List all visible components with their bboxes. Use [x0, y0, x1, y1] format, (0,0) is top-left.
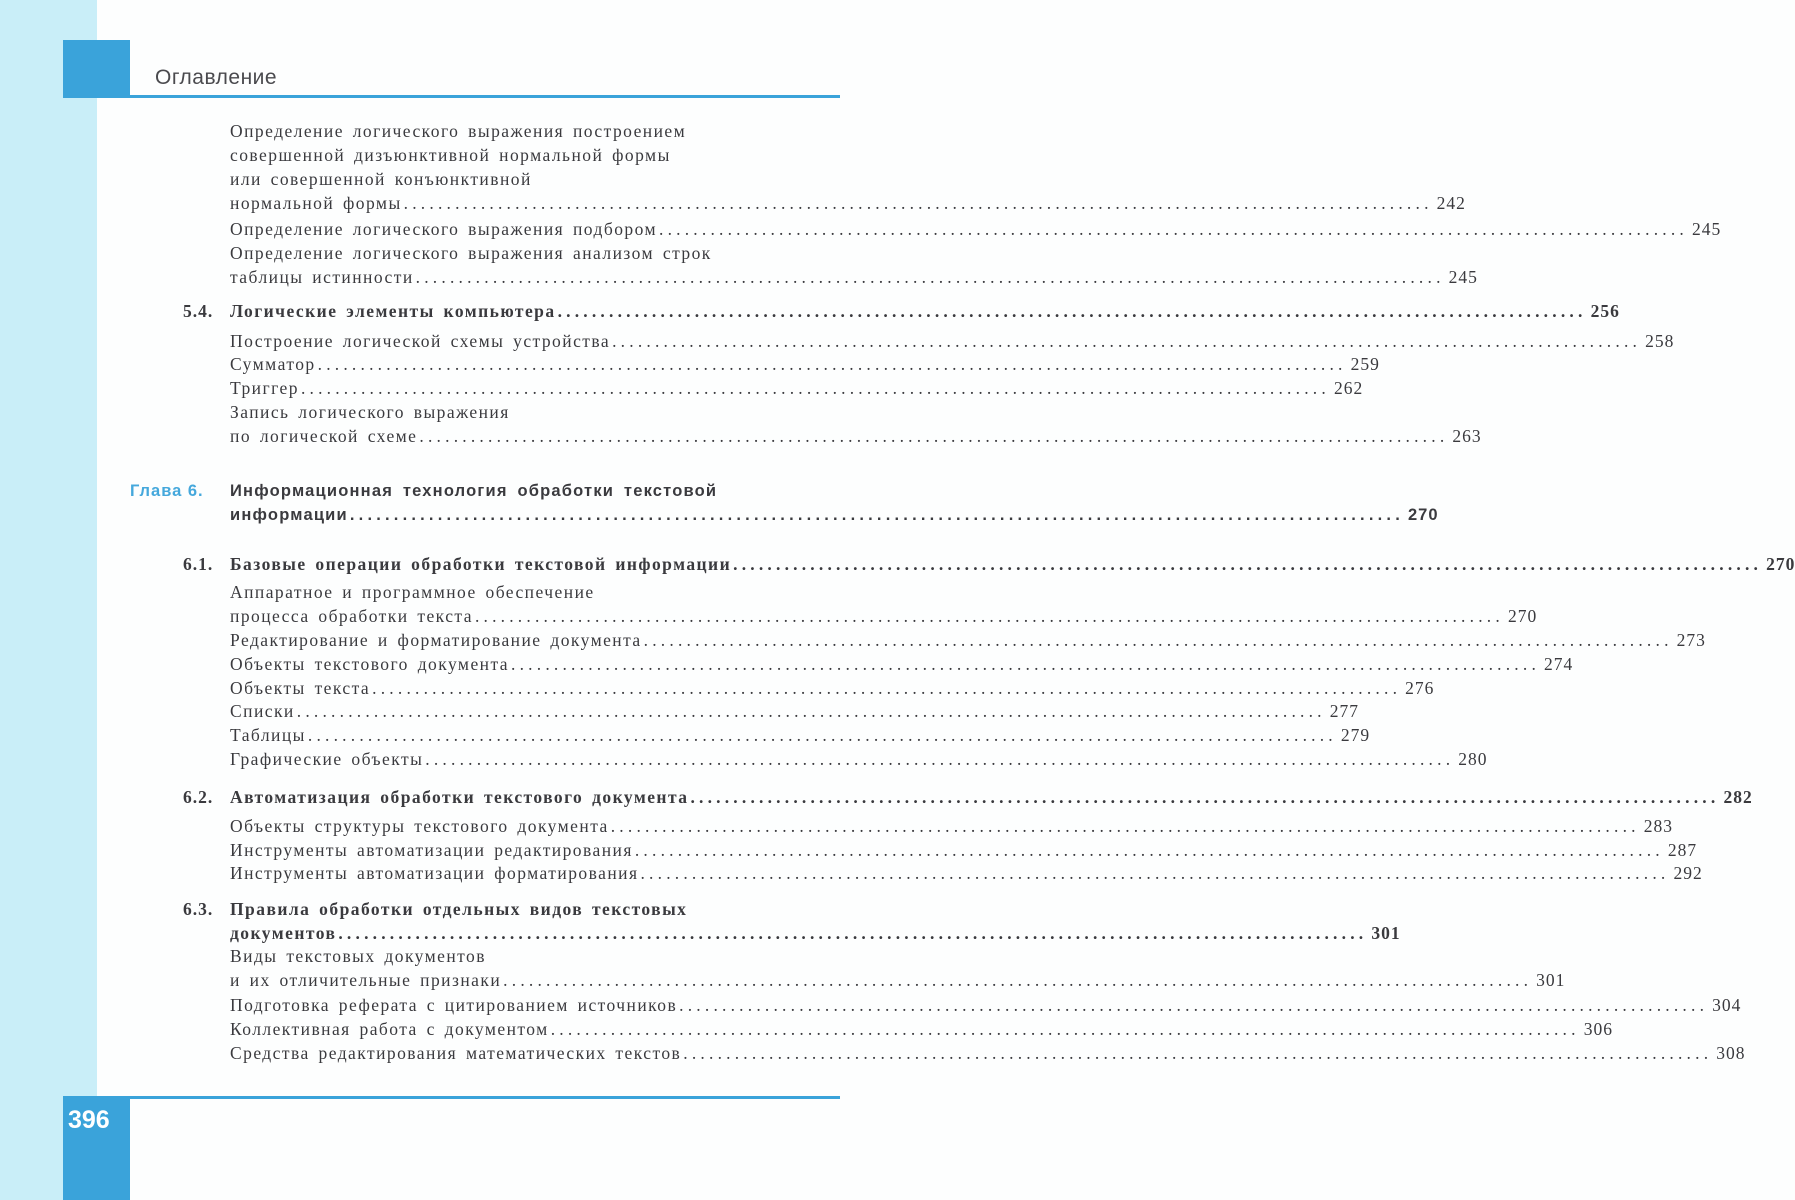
page-ref: 242: [1436, 193, 1466, 213]
sub-entry-line[interactable]: [230, 839, 1698, 861]
sub-entry-line[interactable]: [230, 862, 1703, 884]
dot-leader: ........................................................................................................................: [403, 193, 1433, 213]
sub-entry-line: [230, 168, 838, 190]
dot-leader: ........................................................................................................................: [415, 267, 1445, 287]
page-ref: 301: [1371, 923, 1401, 943]
entry-title: Объекты текста: [230, 678, 371, 698]
entry-title: Правила обработки отдельных видов текстовых: [230, 899, 688, 919]
entry-title: Средства редактирования математических текстов: [230, 1043, 682, 1063]
entry-title: Определение логического выражения подбором: [230, 219, 657, 239]
entry-title: по логической схеме: [230, 426, 418, 446]
sub-entry-line[interactable]: [230, 1042, 1746, 1064]
sub-entry-line[interactable]: [230, 218, 1722, 240]
entry-title: Списки: [230, 701, 295, 721]
entry-title: документов: [230, 923, 337, 943]
page-ref: 306: [1583, 1019, 1613, 1039]
dot-leader: ........................................................................................................................: [557, 301, 1587, 321]
sub-entry-line[interactable]: [230, 605, 1538, 627]
sub-entry-line[interactable]: [230, 330, 1675, 352]
section-entry-line: [230, 898, 838, 920]
sub-entry-line: [230, 401, 838, 423]
entry-title: Редактирование и форматирование документа: [230, 630, 642, 650]
section-number: 6.3.: [183, 899, 214, 919]
sub-entry-line[interactable]: [230, 815, 1673, 837]
page-ref: 301: [1536, 970, 1566, 990]
dot-leader: ........................................................................................................................: [307, 725, 1337, 745]
sub-entry-line: [230, 581, 838, 603]
sub-entry-line[interactable]: [230, 377, 1364, 399]
dot-leader: ........................................................................................................................: [690, 787, 1720, 807]
sub-entry-line[interactable]: [230, 1018, 1613, 1040]
dot-leader: ........................................................................................................................: [503, 970, 1533, 990]
page-ref: 279: [1340, 725, 1371, 745]
page-ref: 270: [1407, 506, 1439, 524]
sub-entry-line[interactable]: [230, 748, 1488, 770]
sub-entry-line[interactable]: [230, 969, 1566, 991]
header-rule: [63, 95, 840, 98]
section-number: 5.4.: [183, 301, 214, 321]
entry-title: Инструменты автоматизации форматирования: [230, 863, 639, 883]
entry-title: Аппаратное и программное обеспечение: [230, 582, 595, 602]
dot-leader: ........................................................................................................................: [683, 1043, 1713, 1063]
dot-leader: ........................................................................................................................: [643, 630, 1673, 650]
page-ref: 262: [1333, 378, 1364, 398]
dot-leader: ........................................................................................................................: [338, 923, 1368, 943]
entry-title: Инструменты автоматизации редактирования: [230, 840, 633, 860]
dot-leader: ........................................................................................................................: [511, 654, 1541, 674]
page-ref: 280: [1458, 749, 1488, 769]
chapter-entry-line: [230, 480, 838, 502]
entry-title: Автоматизация обработки текстового документа: [230, 787, 689, 807]
page-ref: 273: [1676, 630, 1706, 650]
entry-title: Определение логического выражения анализом строк: [230, 243, 712, 263]
entry-title: таблицы истинности: [230, 267, 414, 287]
page-ref: 292: [1673, 863, 1703, 883]
dot-leader: ........................................................................................................................: [296, 701, 1326, 721]
page-ref: 282: [1723, 787, 1753, 807]
header-accent-block: [63, 40, 130, 97]
page-ref: 308: [1716, 1043, 1746, 1063]
dot-leader: ........................................................................................................................: [612, 331, 1642, 351]
chapter-entry-line[interactable]: [230, 504, 1439, 526]
dot-leader: ........................................................................................................................: [659, 219, 1688, 239]
entry-title: Таблицы: [230, 725, 306, 745]
entry-title: нормальной формы: [230, 193, 402, 213]
page-title: Оглавление: [155, 66, 278, 89]
sub-entry-line: [230, 945, 838, 967]
page-ref: 287: [1667, 840, 1698, 860]
sub-entry-line[interactable]: [230, 425, 1482, 447]
dot-leader: ........................................................................................................................: [634, 840, 1664, 860]
entry-title: Объекты структуры текстового документа: [230, 816, 609, 836]
dot-leader: ........................................................................................................................: [640, 863, 1670, 883]
entry-title: Запись логического выражения: [230, 402, 510, 422]
dot-leader: ........................................................................................................................: [372, 678, 1402, 698]
sub-entry-line: [230, 120, 838, 142]
section-entry-line[interactable]: [230, 300, 1620, 322]
entry-title: Подготовка реферата с цитированием источников: [230, 995, 678, 1015]
margin-band: [0, 0, 97, 1200]
entry-title: информации: [230, 506, 348, 524]
section-entry-line[interactable]: [230, 786, 1753, 808]
dot-leader: ........................................................................................................................: [317, 354, 1347, 374]
sub-entry-line[interactable]: [230, 994, 1742, 1016]
page-ref: 283: [1643, 816, 1673, 836]
entry-title: Базовые операции обработки текстовой информации: [230, 554, 732, 574]
sub-entry-line[interactable]: [230, 724, 1371, 746]
page-ref: 245: [1448, 267, 1478, 287]
entry-title: или совершенной конъюнктивной: [230, 169, 532, 189]
entry-title: Объекты текстового документа: [230, 654, 510, 674]
chapter-label: Глава 6.: [130, 482, 204, 500]
sub-entry-line[interactable]: [230, 629, 1706, 651]
dot-leader: ........................................................................................................................: [679, 995, 1709, 1015]
entry-title: Определение логического выражения построением: [230, 121, 687, 141]
dot-leader: ........................................................................................................................: [550, 1019, 1580, 1039]
entry-title: Логические элементы компьютера: [230, 301, 556, 321]
page-number: 396: [68, 1106, 110, 1134]
entry-title: процесса обработки текста: [230, 606, 473, 626]
page-ref: 245: [1692, 219, 1722, 239]
dot-leader: ........................................................................................................................: [610, 816, 1640, 836]
section-number: 6.2.: [183, 787, 214, 807]
page-ref: 263: [1452, 426, 1482, 446]
dot-leader: ........................................................................................................................: [349, 506, 1404, 524]
dot-leader: ........................................................................................................................: [300, 378, 1330, 398]
sub-entry-line[interactable]: [230, 353, 1380, 375]
entry-title: Информационная технология обработки текстовой: [230, 482, 718, 500]
page-ref: 277: [1329, 701, 1359, 721]
sub-entry-line[interactable]: [230, 677, 1435, 699]
sub-entry-line: [230, 242, 838, 264]
footer-rule: [63, 1096, 840, 1099]
page-ref: 258: [1645, 331, 1675, 351]
entry-title: совершенной дизъюнктивной нормальной формы: [230, 145, 671, 165]
sub-entry-line: [230, 144, 838, 166]
sub-entry-line[interactable]: [230, 653, 1574, 675]
page-ref: 259: [1350, 354, 1380, 374]
sub-entry-line[interactable]: [230, 192, 1466, 214]
entry-title: Графические объекты: [230, 749, 424, 769]
page-ref: 270: [1507, 606, 1538, 626]
section-number: 6.1.: [183, 554, 214, 574]
entry-title: Триггер: [230, 378, 299, 398]
page-ref: 276: [1405, 678, 1435, 698]
page-ref: 274: [1544, 654, 1574, 674]
entry-title: Сумматор: [230, 354, 316, 374]
entry-title: Построение логической схемы устройства: [230, 331, 611, 351]
page-ref: 270: [1766, 554, 1795, 574]
entry-title: Виды текстовых документов: [230, 946, 486, 966]
dot-leader: ........................................................................................................................: [425, 749, 1455, 769]
entry-title: и их отличительные признаки: [230, 970, 502, 990]
sub-entry-line[interactable]: [230, 266, 1478, 288]
dot-leader: ........................................................................................................................: [733, 554, 1763, 574]
page-ref: 256: [1590, 301, 1620, 321]
section-entry-line[interactable]: [230, 553, 1795, 575]
dot-leader: ........................................................................................................................: [474, 606, 1504, 626]
sub-entry-line[interactable]: [230, 700, 1359, 722]
dot-leader: ........................................................................................................................: [419, 426, 1449, 446]
entry-title: Коллективная работа с документом: [230, 1019, 549, 1039]
section-entry-line[interactable]: [230, 922, 1401, 944]
page-ref: 304: [1712, 995, 1742, 1015]
